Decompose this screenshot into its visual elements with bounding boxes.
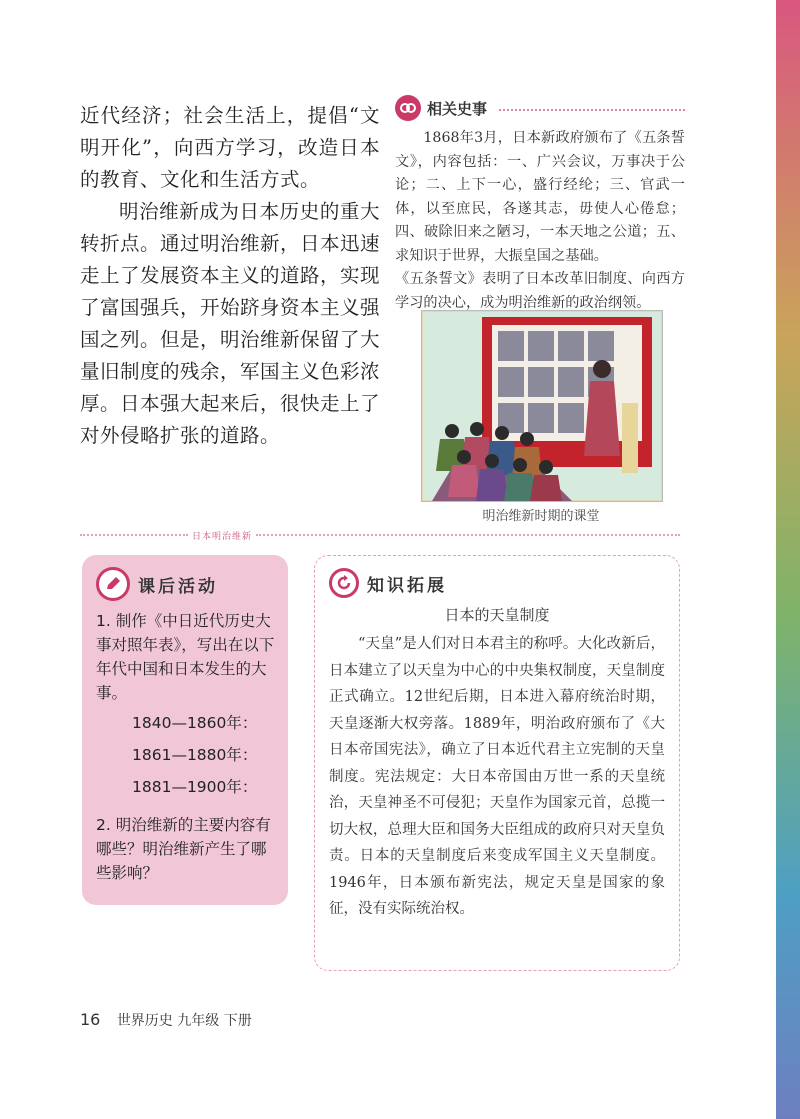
- main-text-column: [80, 100, 380, 452]
- after-class-activity-box: [82, 555, 288, 905]
- page-footer: [80, 1010, 252, 1030]
- knowledge-title: 知识拓展: [367, 575, 447, 596]
- related-history-title: 相关史事: [427, 99, 488, 118]
- pencil-icon: [96, 567, 130, 601]
- meiji-classroom-illustration: [421, 310, 663, 502]
- period-item: 1881—1900年：: [132, 778, 258, 796]
- related-history-header: [395, 95, 685, 121]
- activity-question-2: 2. 明治维新的主要内容有哪些？明治维新产生了哪些影响？: [96, 816, 271, 882]
- book-title: 世界历史 九年级 下册: [116, 1013, 252, 1029]
- activity-question-1: 1. 制作《中日近代历史大事对照年表》，写出在以下年代中国和日本发生的大事。: [96, 612, 275, 702]
- divider-line-right: [256, 534, 680, 536]
- page-edge-color-strip: [776, 0, 800, 1119]
- related-history-box: [395, 95, 685, 315]
- activity-content: [96, 609, 278, 885]
- divider-label: 日本明治维新: [192, 531, 253, 542]
- knowledge-header: [329, 568, 665, 598]
- period-item: 1861—1880年：: [132, 746, 258, 764]
- scroll-icon: [395, 95, 421, 121]
- activity-title: 课后活动: [138, 576, 218, 597]
- section-divider: [80, 528, 680, 542]
- knowledge-extension-box: [314, 555, 680, 971]
- page-number: 16: [80, 1010, 101, 1029]
- knowledge-subtitle: 日本的天皇制度: [444, 606, 550, 624]
- divider-line-left: [80, 534, 188, 536]
- history-paragraph-1: 1868年3月，日本新政府颁布了《五条誓文》，内容包括：一、广兴会议，万事决于公论；二、上下一心，盛行经纶；三、官武一体，以至庶民，各遂其志，毋使人心倦怠；四、破除旧来之陋习，一本天地之公道；五、求知识于世界，大振皇国之基础。: [395, 130, 685, 264]
- activity-header: [96, 567, 278, 601]
- knowledge-text: “天皇”是人们对日本君主的称呼。大化改新后，日本建立了以天皇为中心的中央集权制度，天皇制度正式确立。12世纪后期，日本进入幕府统治时期，天皇逐渐大权旁落。1889年，明治政府颁布了《大日本帝国宪法》，确立了日本近代君主立宪制的天皇制度。宪法规定：大日本帝国由万世一系的天皇统治，天皇神圣不可侵犯；天皇作为国家元首，总揽一切大权，总理大臣和国务大臣组成的政府只对天皇负责。日本的天皇制度后来变成军国主义天皇制度。1946年，日本颁布新宪法，规定天皇是国家的象征，没有实际统治权。: [329, 636, 665, 917]
- period-list: [96, 711, 278, 799]
- refresh-arrow-icon: [329, 568, 359, 598]
- photo-caption: 明治维新时期的课堂: [482, 509, 600, 524]
- history-paragraph-2: 《五条誓文》表明了日本改革旧制度、向西方学习的决心，成为明治维新的政治纲领。: [395, 271, 685, 311]
- related-history-text: [395, 127, 685, 315]
- header-dotted-line: [499, 109, 685, 111]
- period-item: 1840—1860年：: [132, 714, 258, 732]
- main-paragraph-2: 明治维新成为日本历史的重大转折点。通过明治维新，日本迅速走上了发展资本主义的道路，实现了富国强兵，开始跻身资本主义强国之列。但是，明治维新保留了大量旧制度的残余，军国主义色彩浓厚。日本强大起来后，很快走上了对外侵略扩张的道路。: [80, 200, 381, 447]
- main-paragraph-1: 近代经济；社会生活上，提倡“文明开化”，向西方学习，改造日本的教育、文化和生活方式。: [80, 104, 380, 191]
